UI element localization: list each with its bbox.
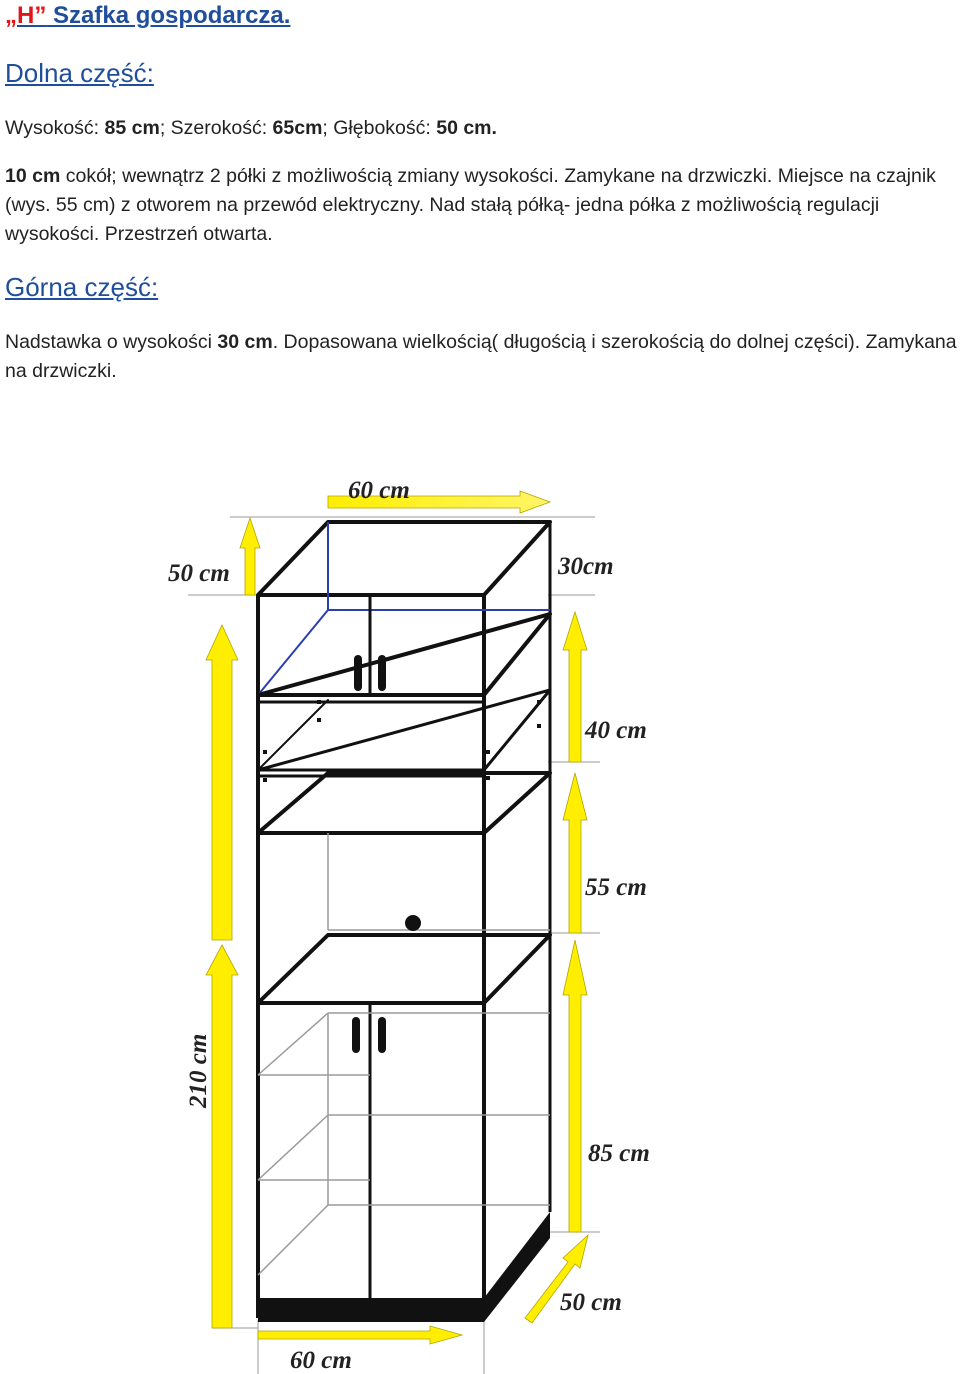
handle-icon: [354, 655, 362, 691]
label-top-depth: 50 cm: [168, 560, 230, 587]
arrow-icon: [563, 612, 587, 762]
cable-hole-icon: [405, 915, 421, 931]
title-quote: „H”: [5, 2, 47, 29]
arrow-icon: [563, 773, 587, 933]
label-kettle-height: 55 cm: [585, 874, 647, 901]
separator: ;: [159, 117, 166, 139]
width-label: Szerokość:: [170, 117, 268, 139]
arrow-icon: [206, 945, 238, 1328]
upper-height-value: 30 cm: [217, 331, 273, 353]
upper-description-prefix: Nadstawka o wysokości: [5, 331, 212, 353]
upper-description-text: . Dopasowana wielkością( długością i szerokością do dolnej części). Zamykana na drzwiczki.: [5, 331, 957, 382]
arrow-icon: [206, 625, 238, 940]
width-value: 65cm: [272, 117, 323, 139]
lower-part-heading: Dolna część:: [5, 58, 154, 88]
arrow-icon: [258, 1326, 462, 1344]
label-bottom-depth: 50 cm: [560, 1289, 622, 1316]
label-upper-height: 30cm: [558, 553, 614, 580]
cabinet-outline: [258, 522, 550, 1318]
arrow-icon: [563, 940, 587, 1232]
label-lower-height: 85 cm: [588, 1140, 650, 1167]
title-text: Szafka gospodarcza.: [53, 2, 291, 29]
plinth: [258, 1212, 550, 1322]
handle-icon: [352, 1017, 360, 1053]
label-bottom-width: 60 cm: [290, 1347, 352, 1374]
arrow-icon: [240, 518, 260, 595]
label-total-height: 210 cm: [185, 1033, 212, 1108]
handle-icon: [378, 655, 386, 691]
depth-value: 50 cm.: [436, 117, 497, 139]
plinth-value: 10 cm: [5, 165, 61, 187]
handle-icon: [378, 1017, 386, 1053]
label-top-width: 60 cm: [348, 477, 410, 504]
depth-label: Głębokość:: [333, 117, 431, 139]
separator: ;: [322, 117, 328, 139]
door-handles: [352, 655, 386, 1053]
lower-description-text: cokół; wewnątrz 2 półki z możliwością zmiany wysokości. Zamykane na drzwiczki. Miejsce na czajnik (wys. 55 cm) z otworem na przewód elektryczny. Nad stałą półką- jedna półka z możliwością regulacji wysokości. Przestrzeń otwarta.: [5, 165, 936, 245]
upper-part-heading: Górna część:: [5, 272, 159, 302]
height-value: 85 cm: [104, 117, 160, 139]
label-shelf-height: 40 cm: [585, 717, 647, 744]
height-label: Wysokość:: [5, 117, 100, 139]
